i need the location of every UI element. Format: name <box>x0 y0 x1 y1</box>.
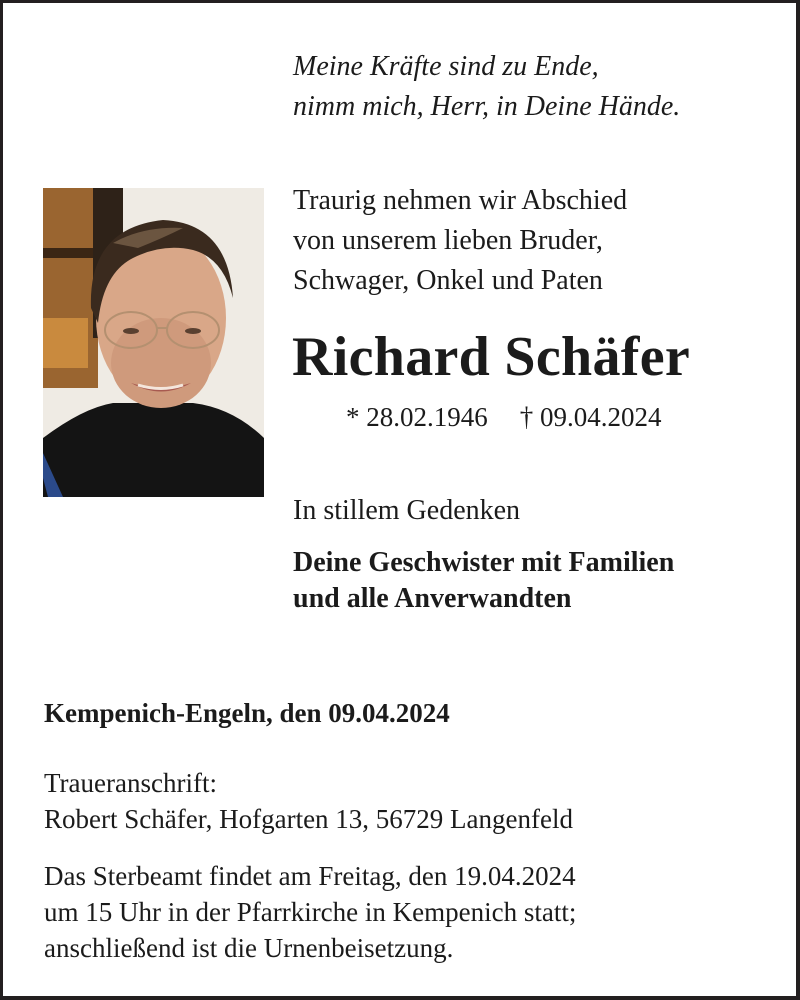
memory-text: In stillem Gedenken <box>293 495 521 526</box>
mourners-line: und alle Anverwandten <box>293 583 572 614</box>
address-label: Traueranschrift: <box>44 768 217 798</box>
intro-line: Schwager, Onkel und Paten <box>293 265 603 296</box>
mourners <box>293 545 674 617</box>
mourning-address <box>44 765 573 837</box>
address-value: Robert Schäfer, Hofgarten 13, 56729 Langenfeld <box>44 804 573 834</box>
birth-date: * 28.02.1946 <box>346 402 488 432</box>
verse-line: nimm mich, Herr, in Deine Hände. <box>293 91 681 122</box>
intro-line: von unserem lieben Bruder, <box>293 225 603 256</box>
verse <box>293 47 680 127</box>
service-info <box>44 858 576 966</box>
mourners-line: Deine Geschwister mit Familien <box>293 547 675 578</box>
deceased-name: Richard Schäfer <box>292 326 691 388</box>
verse-line: Meine Kräfte sind zu Ende, <box>293 51 599 82</box>
portrait-photo-icon <box>43 188 264 497</box>
service-line: anschließend ist die Urnenbeisetzung. <box>44 933 454 963</box>
death-date: † 09.04.2024 <box>519 402 662 432</box>
life-dates <box>346 399 662 435</box>
intro-line: Traurig nehmen wir Abschied <box>293 185 628 216</box>
intro-text <box>293 181 627 301</box>
portrait-photo <box>43 188 264 497</box>
place-date: Kempenich-Engeln, den 09.04.2024 <box>44 698 450 728</box>
service-line: Das Sterbeamt findet am Freitag, den 19.04.2024 <box>44 861 576 891</box>
service-line: um 15 Uhr in der Pfarrkirche in Kempenich statt; <box>44 897 577 927</box>
